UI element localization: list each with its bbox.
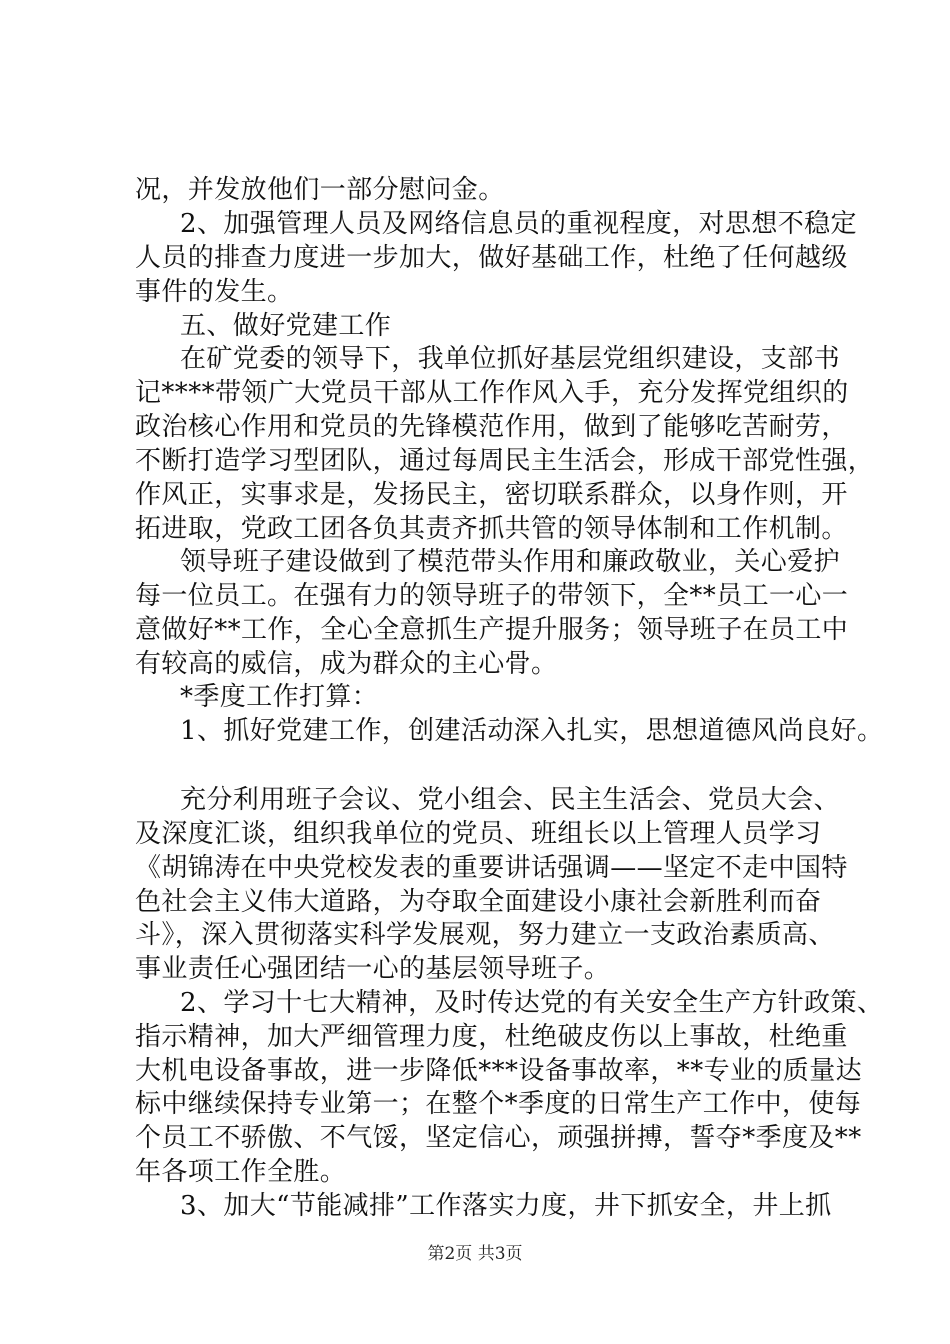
section-heading: *季度工作打算： [180,682,379,712]
section-heading: 五、做好党建工作 [180,311,392,341]
text-line: 斗》，深入贯彻落实科学发展观，努力建立一支政治素质高、 [135,920,835,950]
text-line: 况，并发放他们一部分慰问金。 [135,175,505,205]
text-line: 领导班子建设做到了模范带头作用和廉政敬业，关心爱护 [180,547,841,577]
page-number-footer: 第2页 共3页 [427,1244,523,1264]
text-line: 个员工不骄傲、不气馁，坚定信心，顽强拼搏，誓夺*季度及** [135,1123,862,1153]
text-line: 不断打造学习型团队，通过每周民主生活会，形成干部党性强， [135,446,875,476]
text-line: 标中继续保持专业第一；在整个*季度的日常生产工作中，使每 [135,1089,862,1119]
text-line: 事业责任心强团结一心的基层领导班子。 [135,954,611,984]
text-line: 及深度汇谈，组织我单位的党员、班组长以上管理人员学习 [135,819,822,849]
text-line: 有较高的威信，成为群众的主心骨。 [135,649,558,679]
text-line: 在矿党委的领导下，我单位抓好基层党组织建设，支部书 [180,344,841,374]
text-line: 每一位员工。在强有力的领导班子的带领下，全**员工一心一 [135,581,849,611]
text-line: 指示精神，加大严细管理力度，杜绝破皮伤以上事故，杜绝重 [135,1022,848,1052]
text-line: 拓进取，党政工团各负其责齐抓共管的领导体制和工作机制。 [135,514,848,544]
text-line: 意做好**工作，全心全意抓生产提升服务；领导班子在员工中 [135,615,849,645]
text-line: 2、学习十七大精神，及时传达党的有关安全生产方针政策、 [180,988,884,1018]
text-line: 作风正，实事求是，发扬民主，密切联系群众，以身作则，开 [135,480,848,510]
text-line: 大机电设备事故，进一步降低***设备事故率，**专业的质量达 [135,1056,863,1086]
text-line: 《胡锦涛在中央党校发表的重要讲话强调——坚定不走中国特 [135,853,848,883]
text-line: 年各项工作全胜。 [135,1157,347,1187]
text-line: 3、加大“节能减排”工作落实力度，井下抓安全，井上抓 [180,1191,832,1221]
text-line: 1、抓好党建工作，创建活动深入扎实，思想道德风尚良好。 [180,716,884,746]
text-line: 人员的排查力度进一步加大，做好基础工作，杜绝了任何越级 [135,243,848,273]
text-line: 色社会主义伟大道路，为夺取全面建设小康社会新胜利而奋 [135,887,822,917]
text-line: 2、加强管理人员及网络信息员的重视程度，对思想不稳定 [180,209,857,239]
text-line: 记****带领广大党员干部从工作作风入手，充分发挥党组织的 [135,378,849,408]
text-line: 充分利用班子会议、党小组会、民主生活会、党员大会、 [180,785,841,815]
text-line: 事件的发生。 [135,277,294,307]
text-line: 政治核心作用和党员的先锋模范作用，做到了能够吃苦耐劳， [135,412,848,442]
